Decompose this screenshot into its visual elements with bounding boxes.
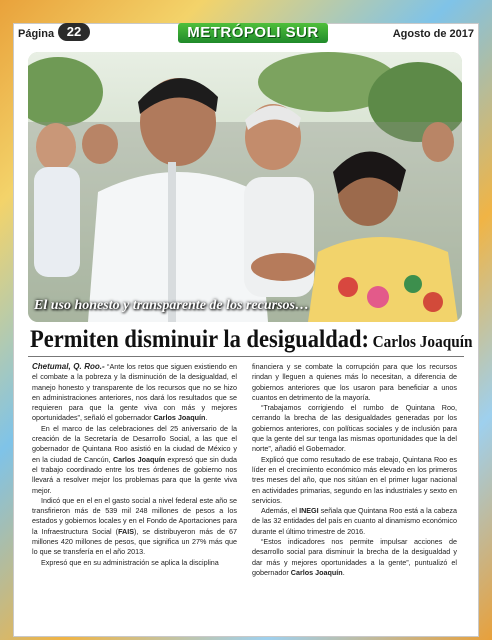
paragraph bbox=[32, 362, 237, 424]
article-photo bbox=[28, 52, 462, 322]
text-run: Indicó que en el en el gasto social a nivel federal este año se transfirieron más de 539 mil 248 millones de pesos a los estados y gobiernos locales y en el Fondo de Aportaciones para la Infraestructura Social ( bbox=[32, 495, 237, 536]
photo-caption: El uso honesto y transparente de los recursos… bbox=[34, 298, 309, 313]
page-label: Página bbox=[18, 28, 55, 40]
headline-main: Permiten disminuir la desigualdad: bbox=[30, 326, 370, 353]
person-name: Carlos Joaquín bbox=[290, 567, 343, 577]
paragraph bbox=[252, 506, 457, 537]
paragraph: “Trabajamos corrigiendo el rumbo de Quintana Roo, cerrando la brecha de las desigualdades generadas por los gobiernos anteriores, con políticas sociales y de inclusión para que la gente del sur tenga las mismas oportunidades que la del norte”, añadió el Gobernador. bbox=[252, 403, 457, 454]
text-run: ), se distribuyeron más de 67 millones 420 millones de pesos, que significa un 27% más que lo que se transfería en el año 2013. bbox=[32, 526, 237, 557]
person-name: Carlos Joaquín bbox=[112, 454, 166, 464]
article-headline bbox=[30, 326, 473, 354]
acronym: INEGI bbox=[299, 506, 319, 516]
text-run: expresó que sin duda el trabajo coordinado entre los tres órdenes de gobierno nos llevará a resolver mejor los problemas para que la gente viva mejor. bbox=[32, 454, 237, 495]
paragraph bbox=[32, 424, 237, 496]
publication-logo: METRÓPOLI SUR bbox=[178, 23, 328, 43]
headline-divider bbox=[28, 356, 464, 357]
photo-illustration bbox=[28, 52, 462, 322]
person-name: Carlos Joaquín bbox=[153, 413, 206, 423]
dateline: Chetumal, Q. Roo.- bbox=[32, 362, 105, 371]
acronym: FAIS bbox=[118, 526, 135, 536]
text-run: señala que Quintana Roo está a la cabeza de las 32 entidades del país en cuanto al dinamismo económico durante el último trimestre de 2016. bbox=[252, 506, 458, 536]
paragraph: financiera y se combate la corrupción para que los recursos rindan y lleguen a quienes más lo necesitan, a diferencia de gobiernos anteriores que los usaron para beneficiar a unos cuantos en detrimento de la mayoría. bbox=[252, 362, 457, 402]
issue-date: Agosto de 2017 bbox=[392, 28, 474, 40]
paragraph: Explicó que como resultado de ese trabajo, Quintana Roo es líder en el crecimiento económico más elevado en los primeros tres meses del año, que nos sitúan en el primer lugar nacional en actividades primarias, segundo en las industriales y sexto en servicios. bbox=[252, 454, 457, 505]
text-run: . bbox=[342, 567, 345, 577]
text-run: Además, el bbox=[261, 506, 300, 516]
text-run: . bbox=[205, 413, 208, 423]
paragraph bbox=[32, 496, 237, 558]
article-column-left bbox=[32, 362, 237, 568]
paragraph bbox=[252, 537, 457, 578]
paragraph: Expresó que en su administración se aplica la disciplina bbox=[41, 557, 219, 567]
text-run: En el marco de las celebraciones del 25 aniversario de la creación de la Secretaría de Desarrollo Social, a las que el gobernador de Quintana Roo asistió en la ciudad de México y en la ciudad de Cancún, bbox=[32, 423, 237, 464]
headline-byname: Carlos Joaquín bbox=[372, 332, 473, 351]
article-column-right bbox=[252, 362, 457, 578]
text-run: “Estos indicadores nos permite impulsar acciones de desarrollo social para disminuir la brecha de la desigualdad y dar más y mejores oportunidades a la gente”, puntualizó el gobernador bbox=[252, 537, 457, 577]
text-run: “Ante los retos que siguen existiendo en el combate a la pobreza y la disminución de la desigualdad, el manejo honesto y transparente de los recursos que no se hizo en administraciones anteriores, nos dará los resultados que se requieren para que la gente viva con más y mejores oportunidades”, señaló el gobernador bbox=[32, 362, 238, 423]
page-number-badge: 22 bbox=[58, 23, 90, 41]
